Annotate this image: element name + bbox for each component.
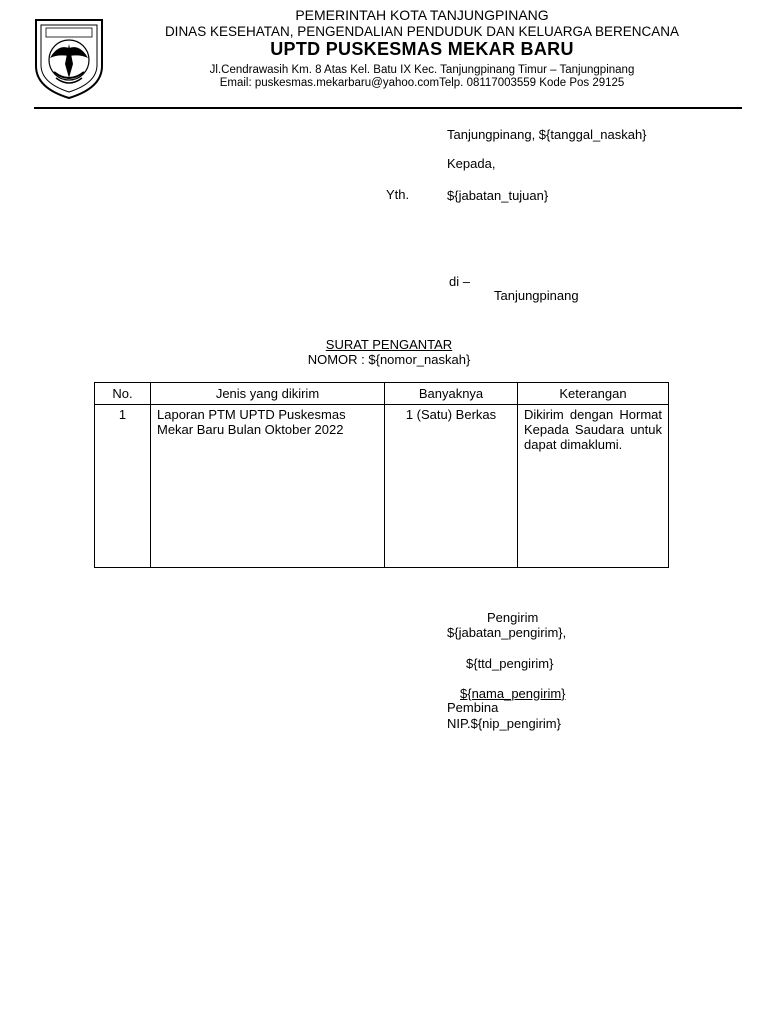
di-label: di – [449,274,470,289]
letterhead-divider [34,107,742,109]
table-header-row [95,383,669,405]
cell-quantity: 1 (Satu) Berkas [385,405,518,568]
cell-item: Laporan PTM UPTD Puskesmas Mekar Baru Bulan Oktober 2022 [151,405,385,568]
cell-no: 1 [95,405,151,568]
kepada-label: Kepada, [447,156,496,171]
letter-number: NOMOR : ${nomor_naskah} [307,352,471,367]
letter-title: SURAT PENGANTAR [325,337,453,352]
header-no: No. [95,383,151,405]
letterhead-address: Jl.Cendrawasih Km. 8 Atas Kel. Batu IX Kec. Tanjungpinang Timur – Tanjungpinang [209,64,635,76]
header-notes: Keterangan [518,383,669,405]
sender-label: Pengirim [487,610,539,625]
items-table [94,382,669,568]
letterhead-contact: Email: puskesmas.mekarbaru@yahoo.comTelp. 08117003559 Kode Pos 29125 [219,77,625,89]
yth-label: Yth. [386,187,410,202]
sender-name: ${nama_pengirim} [460,686,566,701]
sender-position: ${jabatan_pengirim}, [447,625,567,640]
sender-signature: ${ttd_pengirim} [466,656,554,671]
letterhead-department: DINAS KESEHATAN, PENGENDALIAN PENDUDUK DAN KELUARGA BERENCANA [164,24,680,39]
table-row [95,405,669,568]
letterhead-government: PEMERINTAH KOTA TANJUNGPINANG [295,7,549,23]
header-quantity: Banyaknya [385,383,518,405]
recipient-city: Tanjungpinang [494,288,579,303]
letterhead-institution: UPTD PUSKESMAS MEKAR BARU [270,39,574,59]
sender-rank: Pembina [447,700,499,715]
city-logo [30,14,108,100]
header-item: Jenis yang dikirim [151,383,385,405]
place-date: Tanjungpinang, ${tanggal_naskah} [447,127,647,142]
recipient-position: ${jabatan_tujuan} [447,188,549,203]
cell-notes: Dikirim dengan Hormat Kepada Saudara untuk dapat dimaklumi. [518,405,669,568]
sender-nip: NIP.${nip_pengirim} [447,716,561,731]
